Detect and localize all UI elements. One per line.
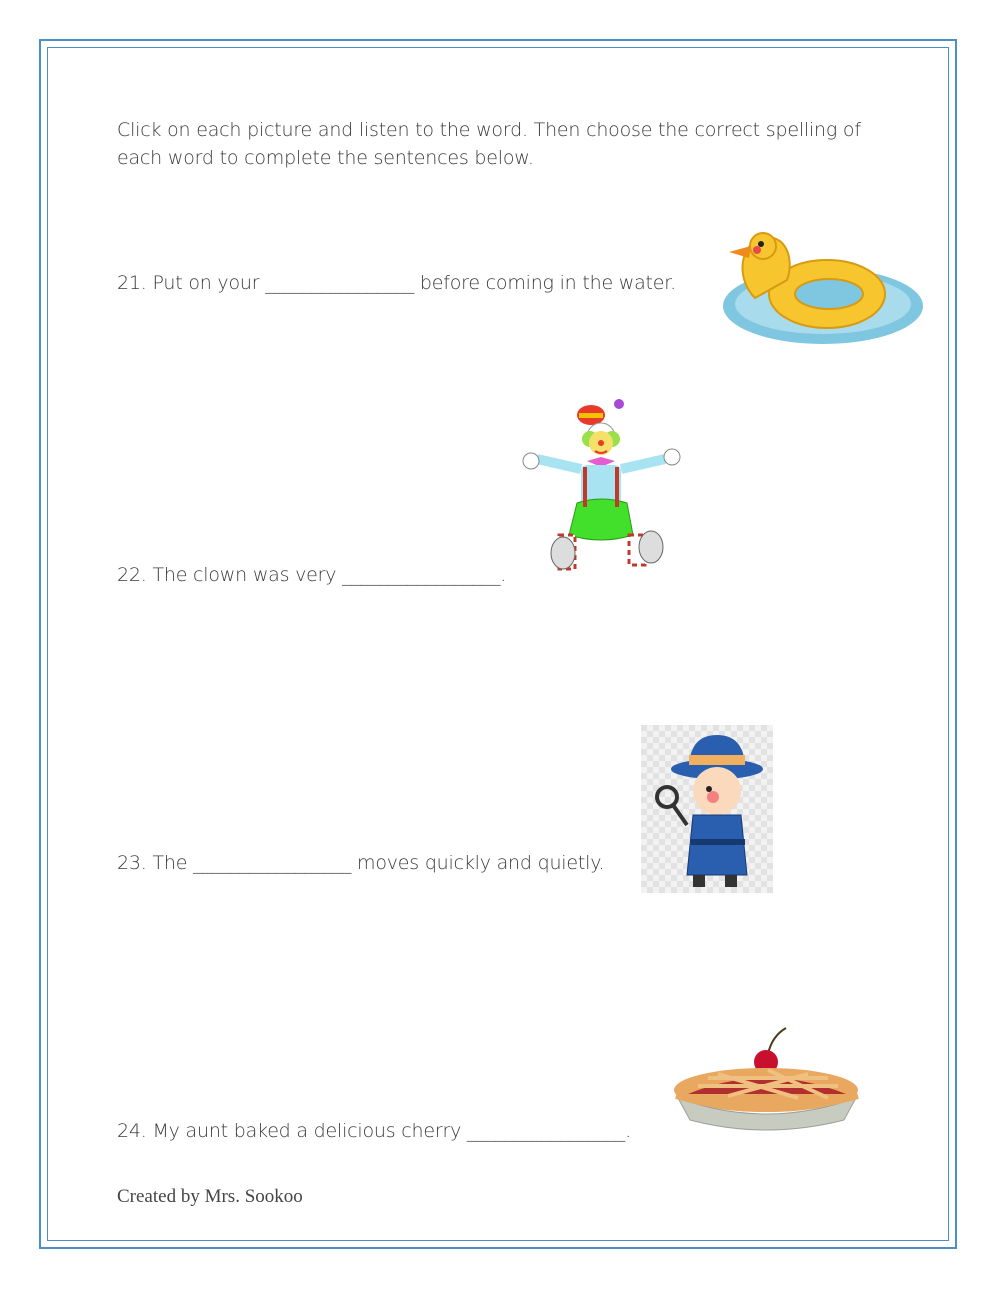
- question-text-after: .: [625, 1120, 631, 1142]
- question-22: [117, 564, 506, 586]
- question-21: [117, 272, 676, 294]
- question-number: 24.: [117, 1120, 147, 1142]
- question-text-after: before coming in the water.: [419, 272, 676, 294]
- detective-picture[interactable]: [641, 725, 773, 893]
- answer-blank[interactable]: _________________: [193, 852, 352, 874]
- credit-text: Created by Mrs. Sookoo: [117, 1186, 303, 1207]
- question-23: [117, 852, 604, 874]
- question-text-after: moves quickly and quietly.: [357, 852, 605, 874]
- answer-blank[interactable]: ________________: [265, 272, 415, 294]
- instructions-text: Click on each picture and listen to the word. Then choose the correct spelling of each word to complete the sentences below.: [117, 119, 861, 169]
- question-text-before: The clown was very: [152, 564, 337, 586]
- question-text-after: .: [500, 564, 507, 586]
- question-number: 21.: [117, 272, 147, 294]
- question-24: [117, 1120, 631, 1142]
- swim-ring-duck-picture[interactable]: [715, 218, 925, 348]
- question-number: 23.: [117, 852, 147, 874]
- clown-picture[interactable]: [515, 395, 687, 585]
- cherry-pie-picture[interactable]: [668, 1022, 864, 1136]
- question-text-before: The: [152, 852, 188, 874]
- question-text-before: My aunt baked a delicious cherry: [152, 1120, 462, 1142]
- question-number: 22.: [117, 564, 147, 586]
- answer-blank[interactable]: _________________: [467, 1120, 626, 1142]
- question-text-before: Put on your: [152, 272, 260, 294]
- answer-blank[interactable]: _________________: [342, 564, 501, 586]
